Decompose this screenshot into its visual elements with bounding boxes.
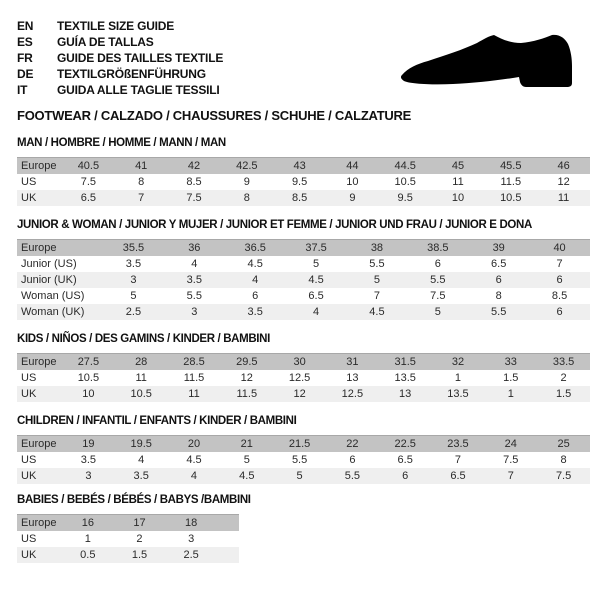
size-cell: 12.5 — [288, 372, 311, 384]
size-cell: 7 — [454, 454, 462, 466]
size-cell: 11 — [188, 388, 200, 400]
row-label: UK — [21, 388, 37, 400]
size-cell: 21.5 — [288, 438, 311, 450]
size-cell: 6.5 — [80, 192, 97, 204]
size-cell: 12 — [240, 372, 253, 384]
table-row — [17, 452, 590, 468]
size-cell: 8 — [138, 176, 145, 188]
size-cell: 23.5 — [447, 438, 469, 450]
table-row — [17, 272, 590, 288]
size-cell: 44.5 — [394, 160, 416, 172]
size-cell: 5.5 — [430, 274, 446, 286]
table-row — [17, 386, 590, 402]
section-junior-woman — [17, 219, 590, 320]
table-row — [17, 288, 590, 304]
size-cell: 11 — [452, 176, 464, 188]
size-cell: 5 — [130, 290, 137, 302]
size-cell: 42 — [187, 160, 201, 172]
size-cell: 13 — [399, 388, 412, 400]
size-cell: 3 — [85, 470, 92, 482]
size-cell: 10.5 — [394, 176, 416, 188]
size-cell: 6 — [402, 470, 409, 482]
size-cell: 3.5 — [186, 274, 202, 286]
size-cell: 33 — [504, 356, 517, 368]
size-cell: 12 — [293, 388, 306, 400]
row-label: Woman (UK) — [21, 306, 85, 318]
size-cell: 32 — [451, 356, 465, 368]
table-row — [17, 240, 590, 257]
size-cell: 3.5 — [80, 454, 97, 466]
size-cell: 45.5 — [500, 160, 522, 172]
size-cell: 4.5 — [247, 258, 263, 270]
size-cell: 13.5 — [447, 388, 469, 400]
size-cell: 22 — [346, 438, 359, 450]
size-cell: 43 — [293, 160, 306, 172]
size-cell: 9 — [243, 176, 250, 188]
size-cell: 44 — [346, 160, 359, 172]
size-cell: 6.5 — [308, 290, 324, 302]
size-cell: 8.5 — [551, 290, 568, 302]
size-cell: 38.5 — [427, 242, 449, 254]
size-cell: 7.5 — [555, 470, 572, 482]
size-cell: 9.5 — [397, 192, 413, 204]
size-cell: 10 — [82, 388, 95, 400]
row-label: Europe — [21, 517, 57, 529]
size-cell: 2 — [136, 533, 143, 545]
language-guide-title: GUIDE DES TAILLES TEXTILE — [57, 51, 224, 65]
size-cell: 8 — [243, 192, 250, 204]
size-cell: 5 — [373, 274, 380, 286]
size-table-junior-woman — [17, 239, 590, 320]
language-guide-title: TEXTILGRÖßENFÜHRUNG — [57, 67, 206, 81]
size-cell: 10.5 — [130, 388, 152, 400]
size-cell: 1.5 — [555, 388, 572, 400]
size-cell: 17 — [133, 517, 146, 529]
row-label: US — [21, 176, 37, 188]
table-row — [17, 531, 239, 547]
section-title-man: MAN / HOMBRE / HOMME / MANN / MAN — [17, 137, 226, 149]
size-table-man — [17, 157, 590, 206]
section-title-kids: KIDS / NIÑOS / DES GAMINS / KINDER / BAMBINI — [17, 333, 270, 345]
size-cell: 10 — [451, 192, 465, 204]
size-cell: 45 — [451, 160, 465, 172]
language-guide-title: GUÍA DE TALLAS — [57, 35, 154, 49]
row-label: US — [21, 533, 37, 545]
empty-cell — [217, 531, 239, 547]
row-label: Junior (US) — [21, 258, 77, 270]
size-cell: 13.5 — [394, 372, 416, 384]
size-cell: 6.5 — [450, 470, 466, 482]
size-cell: 27.5 — [77, 356, 100, 368]
size-cell: 12.5 — [341, 388, 364, 400]
size-cell: 42.5 — [236, 160, 258, 172]
size-cell: 7.5 — [186, 192, 202, 204]
section-title-junior-woman: JUNIOR & WOMAN / JUNIOR Y MUJER / JUNIOR ET FEMME / JUNIOR UND FRAU / JUNIOR E DONA — [17, 219, 532, 231]
size-cell: 6 — [556, 306, 563, 318]
size-cell: 36 — [188, 242, 201, 254]
row-label: UK — [21, 549, 37, 561]
size-cell: 8 — [495, 290, 502, 302]
size-cell: 2.5 — [183, 549, 199, 561]
category-line: FOOTWEAR / CALZADO / CHAUSSURES / SCHUHE / CALZATURE — [17, 108, 412, 123]
size-cell: 7 — [138, 192, 145, 204]
size-cell: 8.5 — [291, 192, 308, 204]
size-cell: 3 — [191, 306, 198, 318]
table-row — [17, 547, 239, 563]
size-cell: 19.5 — [130, 438, 152, 450]
size-cell: 24 — [504, 438, 517, 450]
size-cell: 4 — [138, 454, 145, 466]
section-babies — [17, 494, 590, 563]
size-cell: 28 — [135, 356, 148, 368]
size-cell: 1 — [454, 372, 462, 384]
size-cell: 18 — [185, 517, 198, 529]
size-cell: 19 — [82, 438, 95, 450]
size-cell: 3 — [130, 274, 137, 286]
size-cell: 5 — [434, 306, 441, 318]
size-cell: 8.5 — [186, 176, 202, 188]
size-cell: 1 — [84, 533, 91, 545]
size-cell: 5.5 — [344, 470, 361, 482]
size-cell: 7 — [556, 258, 563, 270]
section-children — [17, 415, 590, 484]
table-row — [17, 256, 590, 272]
size-cell: 46 — [557, 160, 570, 172]
row-label: US — [21, 372, 37, 384]
section-man — [17, 137, 590, 206]
size-cell: 6 — [495, 274, 502, 286]
size-cell: 3.5 — [133, 470, 149, 482]
size-cell: 10.5 — [77, 372, 100, 384]
language-guide-title: GUIDA ALLE TAGLIE TESSILI — [57, 83, 220, 97]
size-cell: 11 — [557, 192, 570, 204]
size-cell: 40 — [553, 242, 566, 254]
size-cell: 4 — [190, 470, 198, 482]
language-code: DE — [17, 67, 34, 81]
size-cell: 6.5 — [491, 258, 507, 270]
size-cell: 2 — [560, 372, 567, 384]
size-cell: 25 — [557, 438, 570, 450]
size-cell: 4 — [313, 306, 320, 318]
size-cell: 7.5 — [80, 176, 97, 188]
size-cell: 10 — [346, 176, 359, 188]
size-cell: 35.5 — [122, 242, 145, 254]
size-cell: 31.5 — [394, 356, 416, 368]
size-cell: 4.5 — [308, 274, 324, 286]
size-cell: 8 — [560, 454, 567, 466]
dress-shoe-silhouette-icon — [398, 30, 584, 96]
size-cell: 1.5 — [503, 372, 519, 384]
size-cell: 5 — [243, 454, 250, 466]
size-cell: 3.5 — [247, 306, 263, 318]
size-cell: 3.5 — [125, 258, 142, 270]
table-row — [17, 436, 590, 453]
size-cell: 12 — [557, 176, 570, 188]
size-cell: 5.5 — [491, 306, 507, 318]
size-cell: 1 — [507, 388, 514, 400]
row-label: Woman (US) — [21, 290, 85, 302]
size-cell: 4.5 — [186, 454, 202, 466]
size-cell: 6.5 — [397, 454, 413, 466]
size-cell: 11 — [135, 372, 147, 384]
row-label: UK — [21, 470, 37, 482]
table-row — [17, 190, 590, 206]
row-label: Europe — [21, 356, 57, 368]
size-cell: 7.5 — [503, 454, 519, 466]
size-cell: 1.5 — [131, 549, 148, 561]
size-cell: 6 — [252, 290, 259, 302]
row-label: Europe — [21, 160, 57, 172]
table-row — [17, 468, 590, 484]
size-cell: 22.5 — [394, 438, 416, 450]
size-cell: 0.5 — [80, 549, 96, 561]
size-cell: 21 — [240, 438, 253, 450]
size-cell: 36.5 — [244, 242, 266, 254]
size-cell: 5.5 — [369, 258, 385, 270]
empty-cell — [217, 547, 239, 563]
size-cell: 30 — [293, 356, 306, 368]
size-cell: 29.5 — [236, 356, 258, 368]
size-cell: 39 — [492, 242, 505, 254]
table-row — [17, 515, 239, 532]
language-code: ES — [17, 35, 33, 49]
language-guide-title: TEXTILE SIZE GUIDE — [57, 19, 175, 33]
table-row — [17, 158, 590, 175]
row-label: Europe — [21, 438, 57, 450]
size-cell: 11.5 — [183, 372, 205, 384]
size-cell: 4 — [252, 274, 259, 286]
size-cell: 2.5 — [125, 306, 142, 318]
language-code: EN — [17, 19, 34, 33]
size-cell: 4 — [191, 258, 198, 270]
size-cell: 16 — [81, 517, 94, 529]
size-cell: 33.5 — [552, 356, 575, 368]
size-cell: 31 — [346, 356, 359, 368]
size-cell: 9 — [349, 192, 356, 204]
language-code: FR — [17, 51, 33, 65]
table-row — [17, 370, 590, 386]
size-cell: 7.5 — [430, 290, 446, 302]
size-cell: 5 — [296, 470, 303, 482]
size-cell: 5.5 — [186, 290, 202, 302]
size-cell: 38 — [370, 242, 384, 254]
size-cell: 13 — [346, 372, 359, 384]
table-row — [17, 174, 590, 190]
size-cell: 4.5 — [369, 306, 385, 318]
size-cell: 6 — [434, 258, 441, 270]
size-cell: 9.5 — [291, 176, 308, 188]
size-cell: 37.5 — [305, 242, 327, 254]
language-code: IT — [17, 83, 28, 97]
size-table-children — [17, 435, 590, 484]
size-cell: 11.5 — [500, 176, 522, 188]
section-title-children: CHILDREN / INFANTIL / ENFANTS / KINDER / BAMBINI — [17, 415, 297, 427]
size-cell: 40.5 — [77, 160, 100, 172]
table-row — [17, 354, 590, 371]
size-cell: 41 — [135, 160, 148, 172]
empty-cell — [217, 515, 239, 532]
section-title-babies: BABIES / BEBÉS / BÉBÉS / BABYS /BAMBINI — [17, 494, 251, 506]
row-label: UK — [21, 192, 37, 204]
size-cell: 7 — [373, 290, 380, 302]
section-kids — [17, 333, 590, 402]
size-table-babies — [17, 514, 239, 563]
size-cell: 7 — [507, 470, 514, 482]
size-cell: 11.5 — [236, 388, 258, 400]
size-cell: 6 — [349, 454, 356, 466]
size-cell: 28.5 — [183, 356, 205, 368]
row-label: Europe — [21, 242, 57, 254]
size-cell: 20 — [187, 438, 201, 450]
size-cell: 5.5 — [291, 454, 308, 466]
size-cell: 4.5 — [239, 470, 255, 482]
table-row — [17, 304, 590, 320]
size-table-kids — [17, 353, 590, 402]
size-cell: 6 — [556, 274, 563, 286]
row-label: US — [21, 454, 37, 466]
row-label: Junior (UK) — [21, 274, 77, 286]
size-cell: 5 — [313, 258, 320, 270]
size-cell: 3 — [188, 533, 195, 545]
size-cell: 10.5 — [500, 192, 522, 204]
